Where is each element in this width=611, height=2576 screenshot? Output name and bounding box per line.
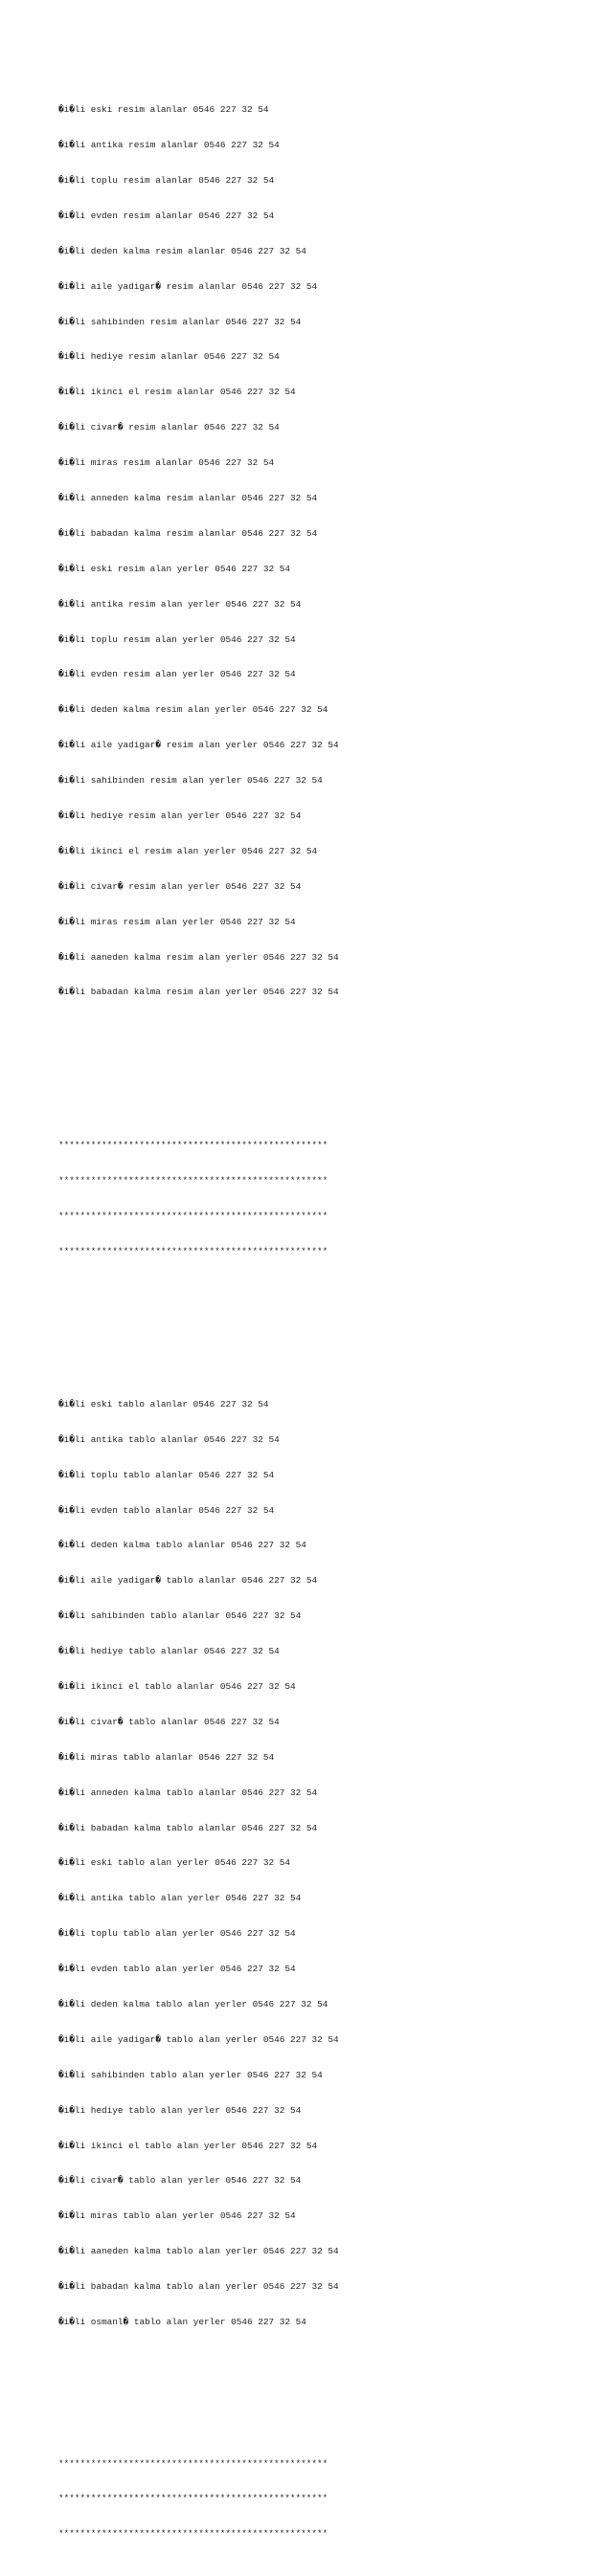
text-line: �i�li antika tablo alanlar 0546 227 32 54 bbox=[58, 1433, 280, 1445]
text-line: �i�li aile yadigar� resim alan yerler 0546 227 32 54 bbox=[58, 740, 339, 751]
text-line: �i�li antika tablo alan yerler 0546 227 32 54 bbox=[58, 1893, 302, 1904]
text-line: �i�li miras tablo alan yerler 0546 227 32 54 bbox=[58, 2210, 296, 2222]
text-line: �i�li antika resim alan yerler 0546 227 32 54 bbox=[58, 598, 302, 610]
text-line: �i�li eski tablo alan yerler 0546 227 32 54 bbox=[58, 1857, 290, 1869]
text-line: �i�li eski resim alanlar 0546 227 32 54 bbox=[58, 104, 269, 116]
text-line: �i�li ikinci el tablo alanlar 0546 227 32 54 bbox=[58, 1680, 296, 1692]
text-line: �i�li hediye resim alanlar 0546 227 32 54 bbox=[58, 351, 280, 363]
text-line: �i�li babadan kalma resim alanlar 0546 227 32 54 bbox=[58, 527, 318, 539]
text-line: �i�li ikinci el resim alan yerler 0546 227 32 54 bbox=[58, 845, 318, 856]
text-line: �i�li toplu tablo alan yerler 0546 227 32 54 bbox=[58, 1928, 296, 1940]
text-line: �i�li sahibinden tablo alan yerler 0546 227 32 54 bbox=[58, 2069, 323, 2080]
text-line: �i�li aaneden kalma tablo alan yerler 0546 227 32 54 bbox=[58, 2246, 339, 2257]
asterisk-separator bbox=[58, 1117, 595, 1281]
text-line: �i�li evden tablo alanlar 0546 227 32 54 bbox=[58, 1504, 275, 1516]
text-line: �i�li evden resim alanlar 0546 227 32 54 bbox=[58, 210, 275, 221]
tablo-section bbox=[58, 1375, 595, 2352]
separator-line: ************************************************** bbox=[58, 1210, 328, 1222]
text-line: �i�li aile yadigar� resim alanlar 0546 227 32 54 bbox=[58, 280, 318, 292]
text-line: �i�li toplu tablo alanlar 0546 227 32 54 bbox=[58, 1469, 275, 1480]
text-line: �i�li toplu resim alan yerler 0546 227 32 54 bbox=[58, 633, 296, 645]
text-line: �i�li hediye tablo alanlar 0546 227 32 54 bbox=[58, 1646, 280, 1657]
text-line: �i�li evden resim alan yerler 0546 227 32 54 bbox=[58, 669, 296, 680]
text-line: �i�li anneden kalma resim alanlar 0546 227 32 54 bbox=[58, 492, 318, 503]
text-line: �i�li deden kalma resim alan yerler 0546 227 32 54 bbox=[58, 704, 328, 716]
text-line: �i�li hediye resim alan yerler 0546 227 32 54 bbox=[58, 811, 302, 821]
text-line: �i�li ikinci el tablo alan yerler 0546 227 32 54 bbox=[58, 2140, 318, 2151]
separator-line: ************************************************** bbox=[58, 2528, 328, 2540]
text-line: �i�li babadan kalma tablo alanlar 0546 227 32 54 bbox=[58, 1822, 318, 1833]
text-line: �i�li aile yadigar� tablo alan yerler 0546 227 32 54 bbox=[58, 2033, 339, 2045]
text-line: �i�li civar� tablo alan yerler 0546 227 32 54 bbox=[58, 2175, 302, 2187]
text-line: �i�li eski resim alan yerler 0546 227 32 54 bbox=[58, 563, 290, 574]
text-line: �i�li hediye tablo alan yerler 0546 227 32 54 bbox=[58, 2104, 302, 2116]
text-line: �i�li sahibinden tablo alanlar 0546 227 32 54 bbox=[58, 1610, 302, 1622]
text-line: �i�li anneden kalma tablo alanlar 0546 227 32 54 bbox=[58, 1787, 318, 1798]
text-line: �i�li babadan kalma tablo alan yerler 0546 227 32 54 bbox=[58, 2281, 339, 2293]
asterisk-separator bbox=[58, 2434, 595, 2564]
text-line: �i�li sahibinden resim alanlar 0546 227 32 54 bbox=[58, 316, 302, 327]
text-line: �i�li ikinci el resim alanlar 0546 227 32 54 bbox=[58, 387, 296, 398]
text-line: �i�li miras resim alanlar 0546 227 32 54 bbox=[58, 457, 275, 469]
text-line: �i�li babadan kalma resim alan yerler 0546 227 32 54 bbox=[58, 987, 339, 998]
text-line: �i�li civar� resim alan yerler 0546 227 32 54 bbox=[58, 880, 302, 892]
separator-line: ************************************************** bbox=[58, 2493, 328, 2504]
text-line: �i�li toplu resim alanlar 0546 227 32 54 bbox=[58, 174, 275, 186]
separator-line: ************************************************** bbox=[58, 2457, 328, 2469]
text-line: �i�li civar� resim alanlar 0546 227 32 54 bbox=[58, 422, 280, 433]
text-line: �i�li eski tablo alanlar 0546 227 32 54 bbox=[58, 1398, 269, 1410]
separator-line: ************************************************** bbox=[58, 1245, 328, 1256]
text-line: �i�li aaneden kalma resim alan yerler 0546 227 32 54 bbox=[58, 951, 339, 963]
text-line: �i�li civar� tablo alanlar 0546 227 32 54 bbox=[58, 1716, 280, 1727]
text-line: �i�li deden kalma tablo alan yerler 0546 227 32 54 bbox=[58, 1998, 328, 2010]
text-line: �i�li miras tablo alanlar 0546 227 32 54 bbox=[58, 1751, 275, 1763]
spacer bbox=[58, 2387, 595, 2399]
resim-section bbox=[58, 81, 595, 1023]
text-line: �i�li osmanl� tablo alan yerler 0546 227 32 54 bbox=[58, 2317, 306, 2327]
text-line: �i�li aile yadigar� tablo alanlar 0546 227 32 54 bbox=[58, 1575, 318, 1587]
text-line: �i�li deden kalma resim alanlar 0546 227 32 54 bbox=[58, 245, 306, 256]
text-line: �i�li antika resim alanlar 0546 227 32 54 bbox=[58, 140, 280, 151]
text-line: �i�li sahibinden resim alan yerler 0546 227 32 54 bbox=[58, 775, 323, 787]
text-line: �i�li miras resim alan yerler 0546 227 32 54 bbox=[58, 916, 296, 927]
spacer bbox=[58, 1057, 595, 1081]
document-page bbox=[58, 57, 595, 2576]
separator-line: ************************************************** bbox=[58, 1175, 328, 1187]
text-line: �i�li evden tablo alan yerler 0546 227 32 54 bbox=[58, 1964, 296, 1975]
text-line: �i�li deden kalma tablo alanlar 0546 227 32 54 bbox=[58, 1540, 306, 1551]
spacer bbox=[58, 1317, 595, 1341]
separator-line: ************************************************** bbox=[58, 1140, 328, 1151]
